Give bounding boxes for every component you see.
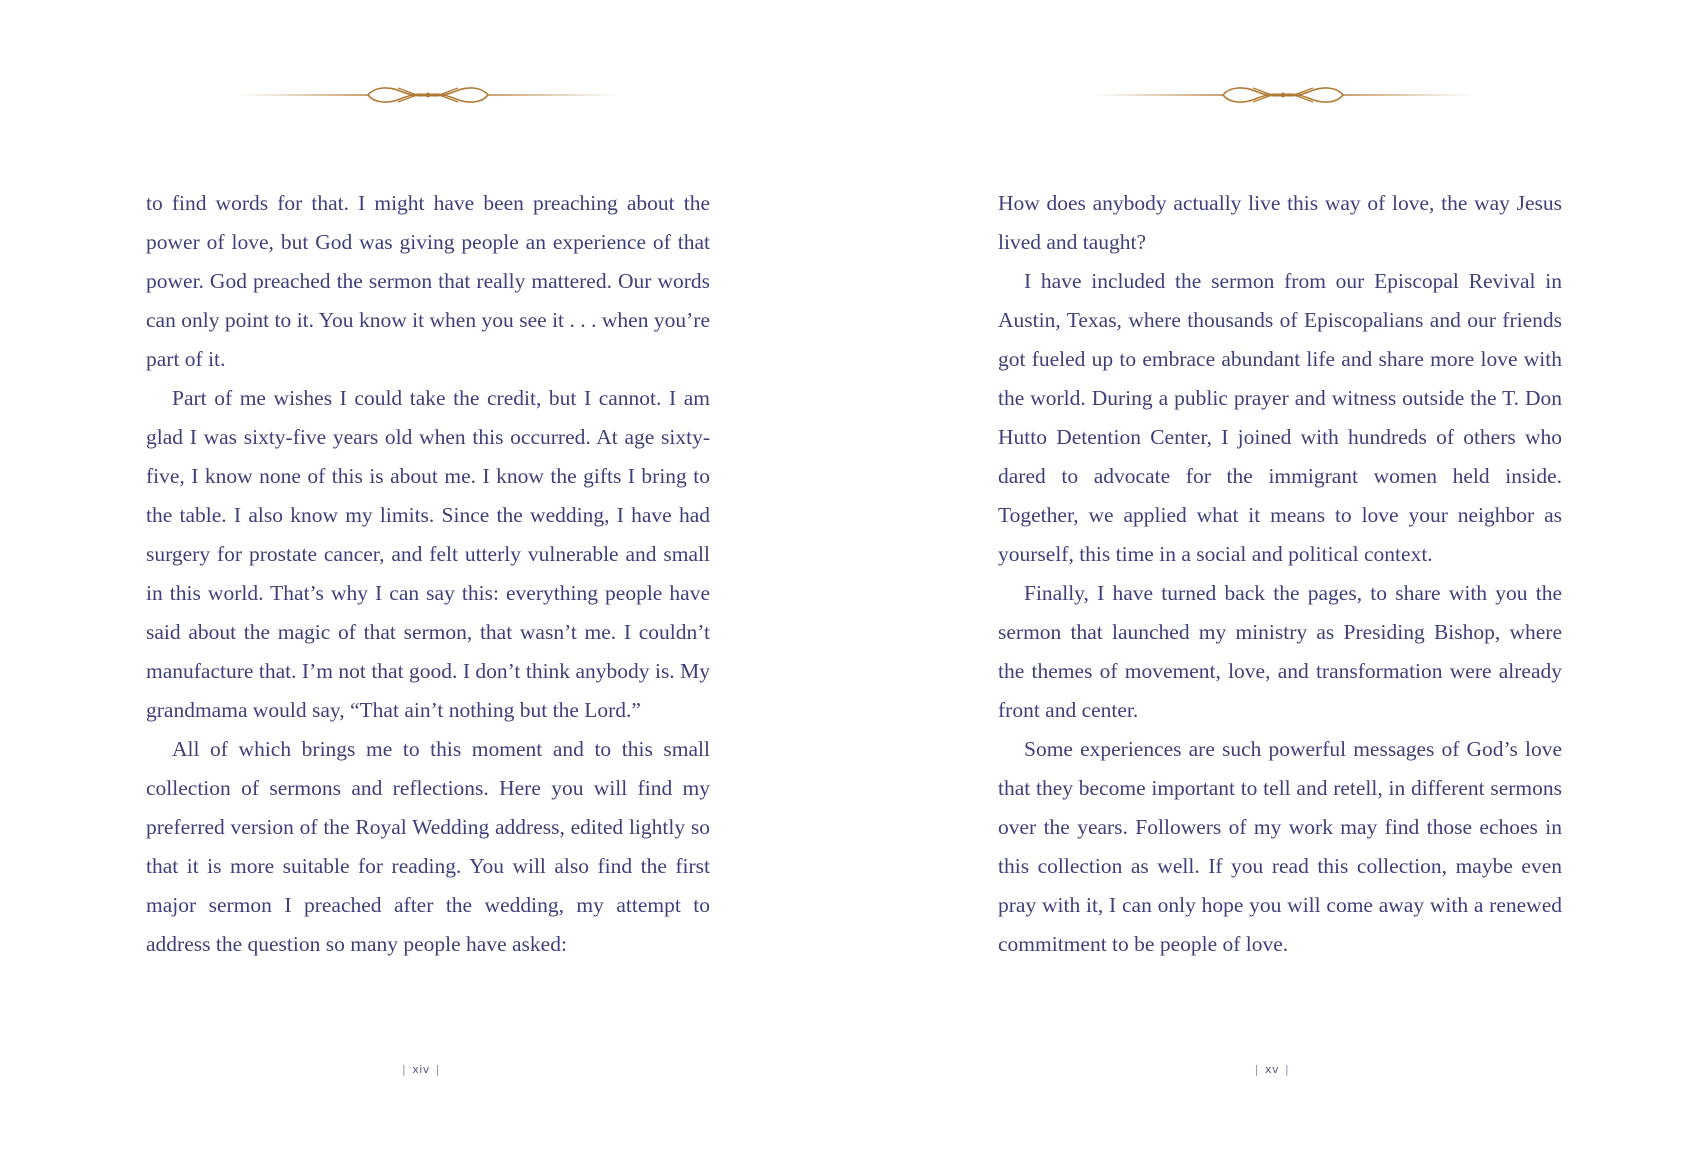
paragraph: Some experiences are such powerful messages of God’s love that they become important to tell and retell, in different sermons over the years. Followers of my work may find those echoes in this collection as well. If you read this collection, maybe even pray with it, I can only hope you will come away with a renewed commitment to be people of love. [998, 737, 1562, 956]
paragraph: How does anybody actually live this way of love, the way Jesus lived and taught? [998, 191, 1562, 254]
folio-divider: | [435, 1063, 440, 1076]
page-number-label: xiv [412, 1063, 430, 1076]
right-page-body [998, 184, 1562, 964]
left-page-body [146, 184, 710, 964]
folio-divider: | [1254, 1063, 1259, 1076]
paragraph: Finally, I have turned back the pages, to share with you the sermon that launched my ministry as Presiding Bishop, where the themes of movement, love, and transformation were already front and center. [998, 581, 1562, 722]
page-number [0, 1063, 846, 1076]
paragraph: I have included the sermon from our Episcopal Revival in Austin, Texas, where thousands of Episcopalians and our friends got fueled up to embrace abundant life and share more love with the world. During a public prayer and witness outside the T. Don Hutto Detention Center, I joined with hundreds of others who dared to advocate for the immigrant women held inside. Together, we applied what it means to love your neighbor as yourself, this time in a social and political context. [998, 269, 1562, 566]
page-number [847, 1063, 1697, 1076]
paragraph: All of which brings me to this moment and to this small collection of sermons and reflections. Here you will find my preferred version of the Royal Wedding address, edited lightly so that it is more suitable for reading. You will also find the first major sermon I preached after the wedding, my attempt to address the question so many people have asked: [146, 737, 710, 956]
right-page [850, 0, 1700, 1159]
paragraph: Part of me wishes I could take the credit, but I cannot. I am glad I was sixty-five years old when this occurred. At age sixty-five, I know none of this is about me. I know the gifts I bring to the table. I also know my limits. Since the wedding, I have had surgery for prostate cancer, and felt utterly vulnerable and small in this world. That’s why I can say this: everything people have said about the magic of that sermon, that wasn’t me. I couldn’t manufacture that. I’m not that good. I don’t think anybody is. My grandmama would say, “That ain’t nothing but the Lord.” [146, 386, 710, 722]
page-number-label: xv [1264, 1063, 1280, 1076]
flourish-ornament-icon [1093, 82, 1473, 108]
folio-divider: | [1285, 1063, 1290, 1076]
folio-divider: | [401, 1063, 407, 1076]
paragraph: to find words for that. I might have been preaching about the power of love, but God was giving people an experience of that power. God preached the sermon that really mattered. Our words can only point to it. You know it when you see it . . . when you’re part of it. [146, 191, 710, 371]
flourish-ornament-icon [238, 82, 618, 108]
